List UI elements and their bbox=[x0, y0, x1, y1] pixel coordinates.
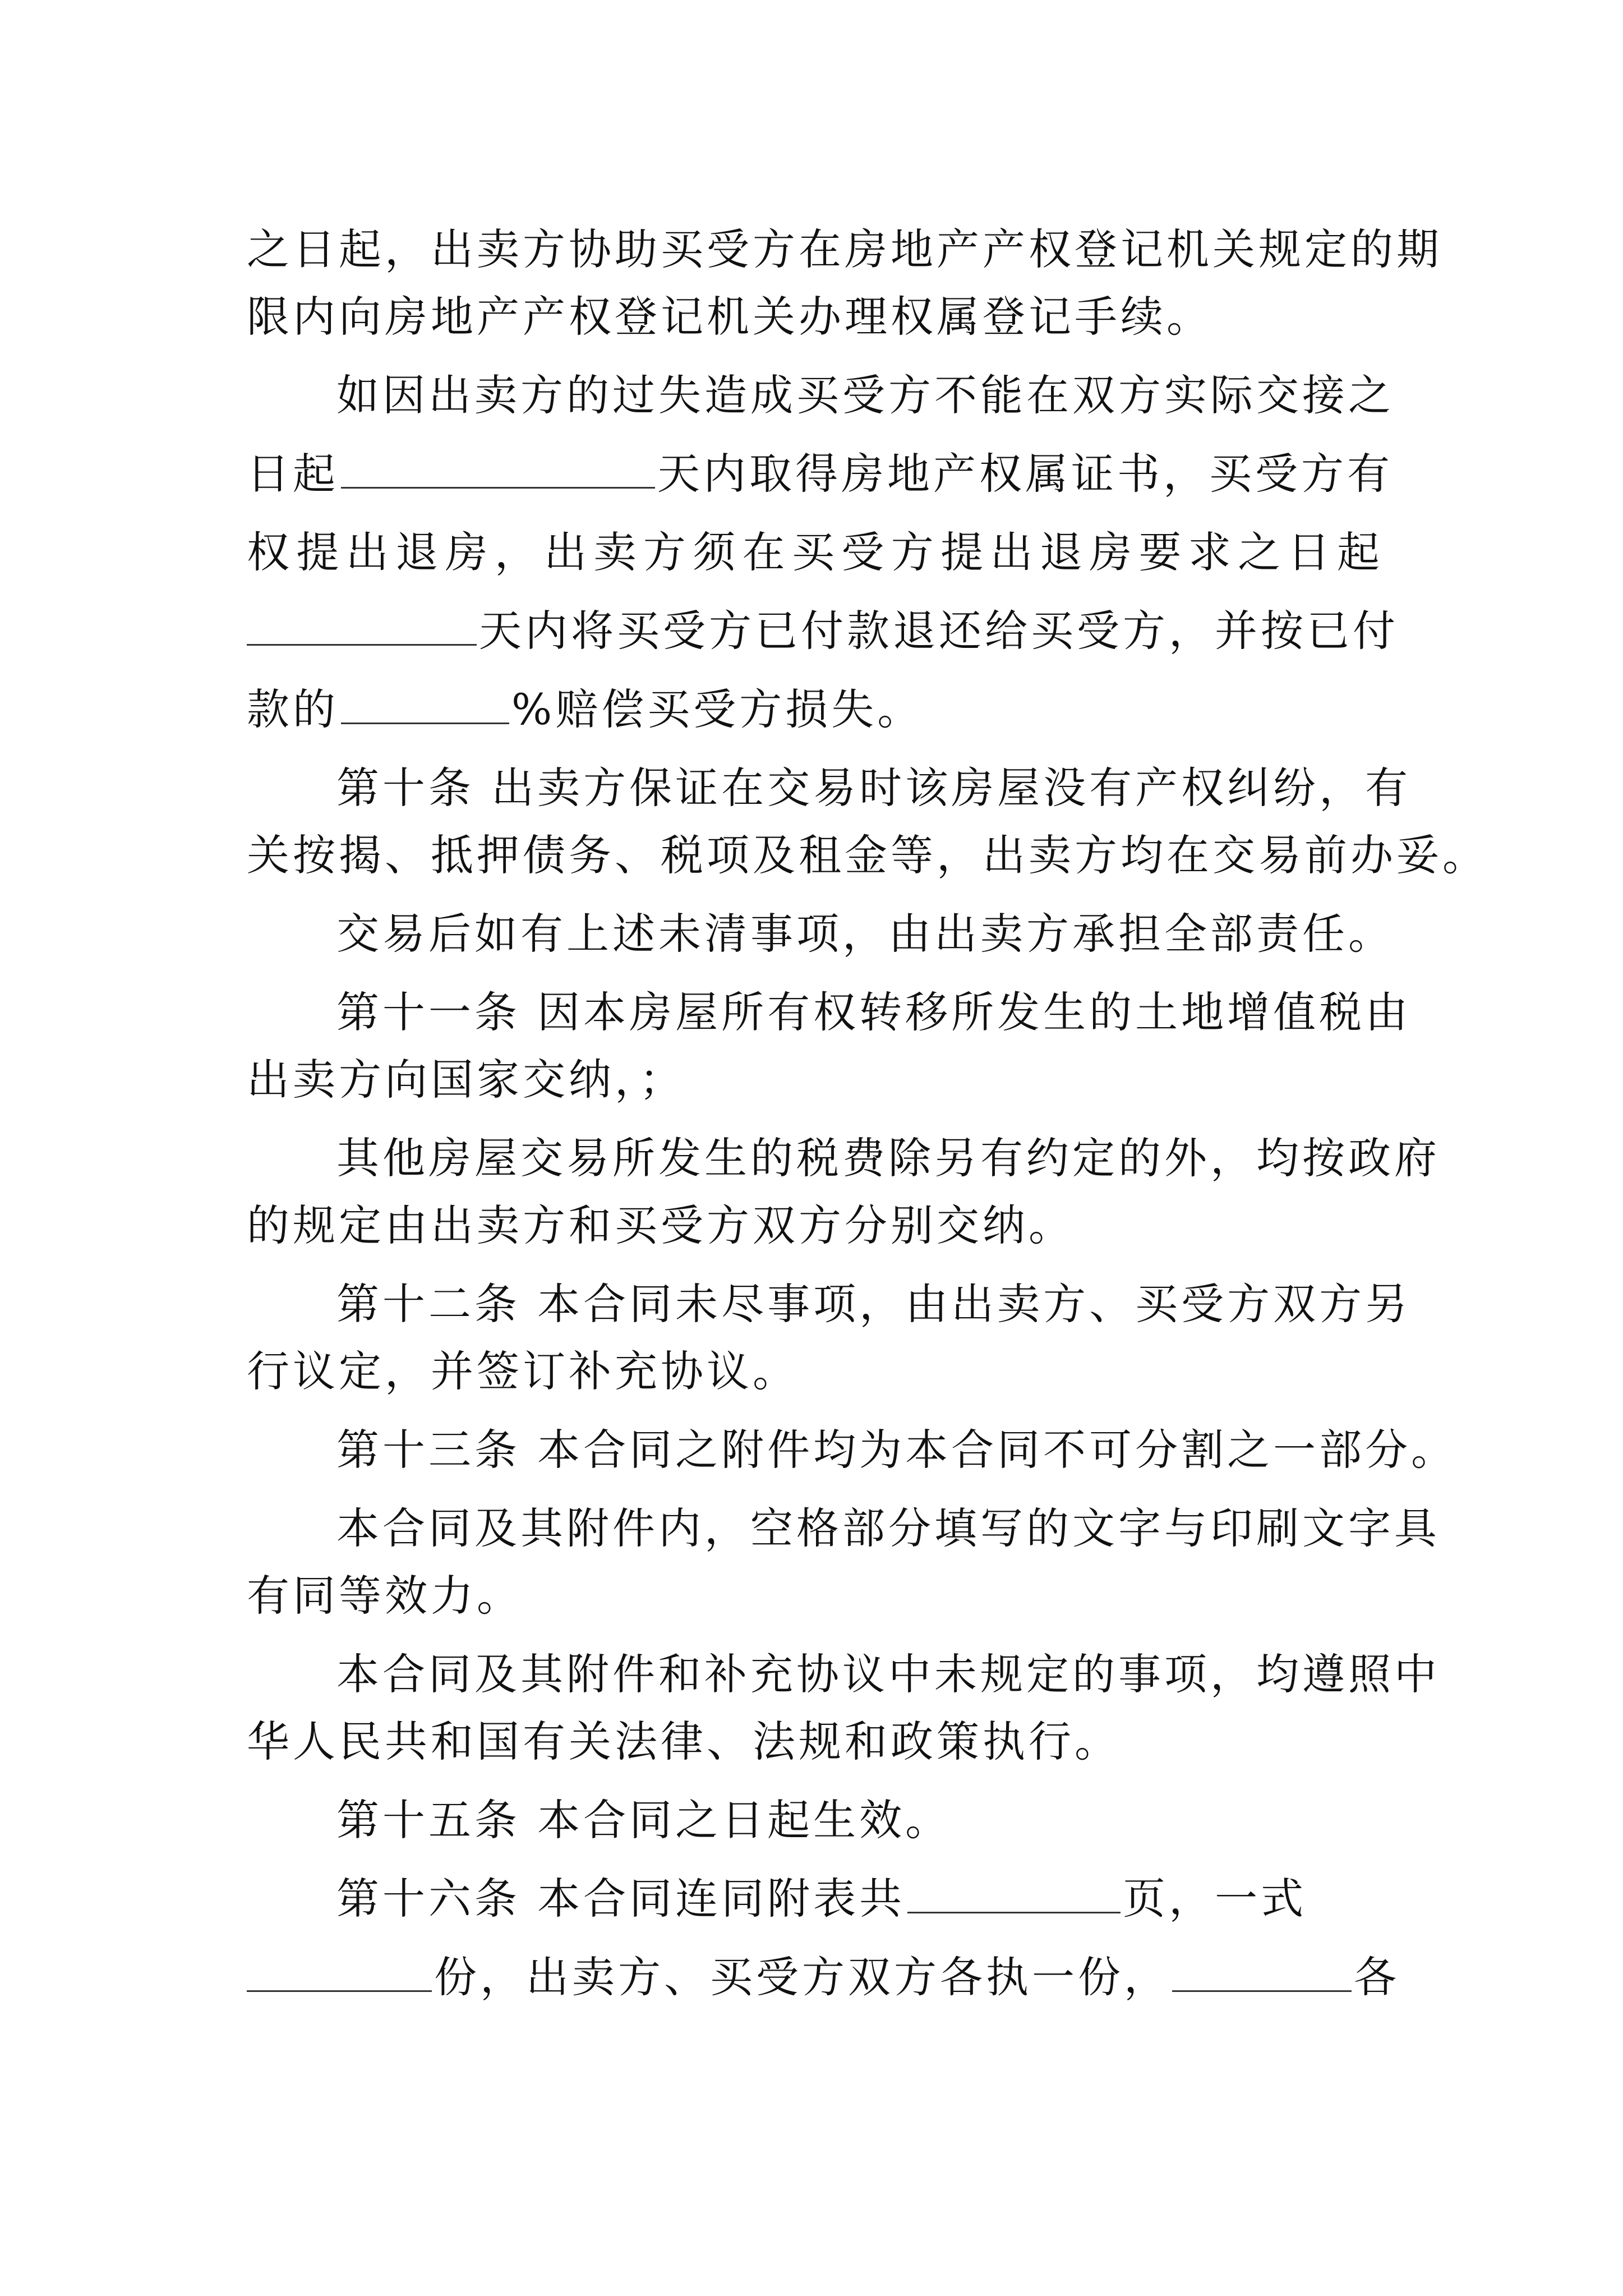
text-segment: 日起 bbox=[247, 449, 339, 499]
fill-blank bbox=[1172, 1957, 1352, 1992]
text-line: 关按揭、抵押债务、税项及租金等，出卖方均在交易前办妥。 bbox=[247, 830, 1488, 880]
text-line bbox=[247, 1949, 1400, 2005]
text-line: 的规定由出卖方和买受方双方分别交纳。 bbox=[247, 1200, 1075, 1250]
text-line: 第十一条 因本房屋所有权转移所发生的土地增值税由 bbox=[336, 987, 1412, 1037]
text-segment: 天内取得房地产权属证书，买受方有 bbox=[657, 449, 1393, 499]
fill-blank bbox=[247, 1957, 432, 1992]
text-line: 第十三条 本合同之附件均为本合同不可分割之一部分。 bbox=[336, 1425, 1458, 1475]
text-line: 交易后如有上述未清事项，由出卖方承担全部责任。 bbox=[336, 909, 1394, 959]
text-segment: 页，一式 bbox=[1123, 1874, 1307, 1924]
fill-blank bbox=[341, 453, 655, 489]
text-line: 其他房屋交易所发生的税费除另有约定的外，均按政府 bbox=[336, 1133, 1440, 1183]
text-line: 有同等效力。 bbox=[247, 1571, 523, 1621]
text-line: 本合同及其附件内，空格部分填写的文字与印刷文字具 bbox=[336, 1503, 1440, 1553]
text-segment: 款的 bbox=[247, 684, 339, 734]
text-segment: 各 bbox=[1354, 1952, 1400, 2002]
text-line: 第十二条 本合同未尽事项，由出卖方、买受方双方另 bbox=[336, 1279, 1412, 1329]
text-segment: %赔偿买受方损失。 bbox=[511, 684, 924, 734]
text-line bbox=[336, 1871, 1380, 1927]
fill-blank bbox=[341, 689, 509, 724]
text-line bbox=[247, 682, 1380, 738]
text-segment: 第十六条 本合同连同附表共 bbox=[336, 1874, 906, 1924]
text-line: 华人民共和国有关法律、法规和政策执行。 bbox=[247, 1717, 1121, 1766]
text-line: 如因出卖方的过失造成买受方不能在双方实际交接之 bbox=[336, 370, 1394, 420]
text-line: 权提出退房，出卖方须在买受方提出退房要求之日起 bbox=[247, 527, 1380, 577]
text-line bbox=[247, 603, 1399, 659]
text-segment: 天内将买受方已付款退还给买受方，并按已付 bbox=[479, 606, 1399, 656]
text-segment: 份，出卖方、买受方双方各执一份， bbox=[434, 1952, 1170, 2002]
fill-blank bbox=[247, 610, 477, 646]
text-line: 本合同及其附件和补充协议中未规定的事项，均遵照中 bbox=[336, 1649, 1440, 1699]
text-line bbox=[247, 446, 1393, 502]
text-line: 第十条 出卖方保证在交易时该房屋没有产权纠纷，有 bbox=[336, 763, 1412, 813]
text-line: 行议定，并签订补充协议。 bbox=[247, 1346, 799, 1396]
text-line: 第十五条 本合同之日起生效。 bbox=[336, 1795, 952, 1845]
fill-blank bbox=[907, 1878, 1121, 1913]
text-line: 出卖方向国家交纳，； bbox=[247, 1055, 685, 1105]
text-line: 之日起，出卖方协助买受方在房地产产权登记机关规定的期 bbox=[247, 224, 1442, 274]
text-line: 限内向房地产产权登记机关办理权属登记手续。 bbox=[247, 292, 1212, 342]
